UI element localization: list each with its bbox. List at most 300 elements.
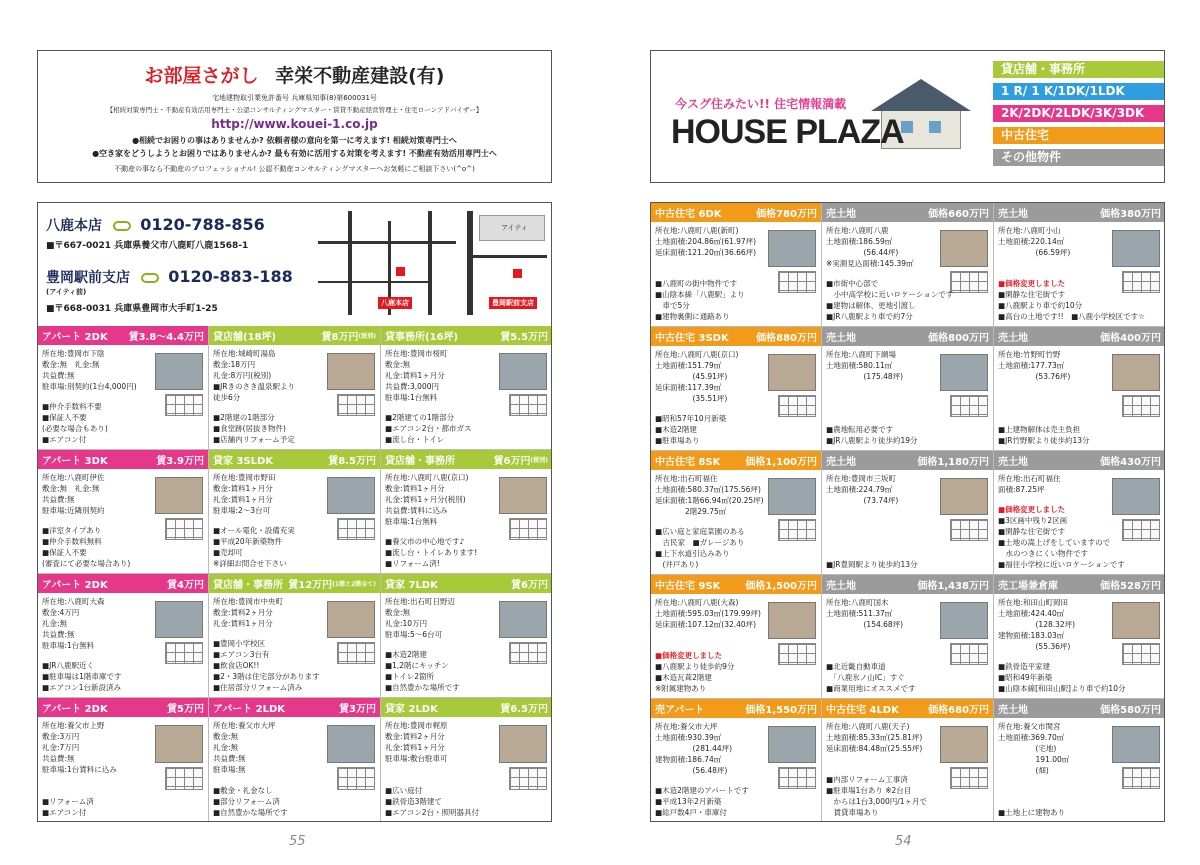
note-line: ■八鹿駅より徒歩約9分 (655, 662, 735, 671)
listing-price: 賃6.5万円 (500, 704, 548, 715)
info-line: 土地面積:85.33㎡(25.81坪) (826, 733, 923, 742)
property-photo (768, 478, 816, 515)
listing-price: 賃6万円 (511, 580, 548, 591)
note-line: ■3区画中残り2区画 (998, 516, 1068, 525)
info-line: 共益費:無 (213, 754, 246, 763)
category-tag[interactable]: 貸店舗・事務所 (993, 61, 1165, 78)
listing-body (822, 222, 993, 326)
listing-card[interactable] (38, 450, 209, 574)
map-pin-toyooka (513, 269, 522, 278)
listing-header (38, 450, 208, 469)
listing-card[interactable] (651, 203, 822, 327)
listing-header (209, 574, 380, 593)
info-line: 所在地:竹野町竹野 (998, 350, 1061, 359)
store2-name: 豊岡駅前支店 (46, 270, 130, 286)
note-line: 賃貸車場あり (826, 808, 879, 817)
note-line: ■エアコン3台有 (213, 650, 270, 659)
listing-header (38, 326, 208, 345)
listing-price: 価格1,100万円 (745, 457, 817, 468)
listing-price: 賃5.5万円 (500, 332, 548, 343)
note-line: ■閑静な住宅街です (998, 290, 1066, 299)
listing-card[interactable] (994, 203, 1165, 327)
info-line: 延床面積:1階66.94㎡(20.25坪) (655, 496, 764, 505)
listing-notes (213, 785, 376, 818)
listing-body (651, 222, 821, 326)
listing-price: 価格430万円 (1100, 457, 1161, 468)
info-line: 敷金:4万円 (42, 608, 80, 617)
listing-card[interactable] (651, 575, 822, 699)
listing-body (822, 594, 993, 698)
map-building-label: アイティ (501, 224, 528, 232)
property-photo (940, 478, 988, 515)
listing-price: 価格380万円 (1100, 209, 1161, 220)
info-line: 礼金:賃料1ヶ月分(税別) (385, 495, 466, 504)
note-line: ■建物裏側に通路あり (655, 312, 730, 321)
info-line: (175.48坪) (826, 372, 904, 381)
right-page (600, 0, 1200, 865)
note-line: ■エアコン2台・照明器具付 (385, 808, 479, 817)
note-line: ■鉄骨造平家建 (998, 662, 1051, 671)
ad-url[interactable]: http://www.kouei-1.co.jp (211, 117, 378, 131)
info-line: 所在地:出石町福住 (998, 474, 1061, 483)
info-line: 礼金:無 (42, 619, 68, 628)
note-line: ■価格変更しました (998, 505, 1066, 514)
note-line: ■内部リフォーム工事済 (826, 775, 908, 784)
listing-header (994, 451, 1165, 470)
note-line: ■土地の嵩上げをしていますので (998, 538, 1111, 547)
note-line: ■山陰本線「八鹿駅」より (655, 290, 745, 299)
info-line: (281.44坪) (655, 744, 733, 753)
info-line: 駐車場:1台賃料に込み (42, 765, 117, 774)
info-line: 延床面積:121.20㎡(36.66坪) (655, 248, 757, 257)
listing-card[interactable] (651, 699, 822, 822)
note-line: ■JR八鹿駅より徒歩約19分 (826, 436, 918, 445)
category-tag[interactable]: その他物件 (993, 149, 1165, 166)
info-line: 所在地:豊岡市中央町 (213, 597, 284, 606)
ad-line1: ●相続でお困りの事はありませんか? 依頼者様の意向を第一に考えます! 相続対策専門士へ (132, 136, 457, 145)
category-tag[interactable]: 2K/2DK/2LDK/3K/3DK (993, 105, 1165, 122)
note-line: ■平成20年新築物件 (213, 537, 283, 546)
property-photo (768, 726, 816, 763)
listing-type: アパート 2DK (42, 580, 108, 591)
listing-price-note: (税別) (358, 333, 376, 340)
listing-card[interactable] (651, 327, 822, 451)
property-photo (499, 725, 547, 763)
note-line: ■リフォーム済! (385, 559, 440, 568)
note-line: ■エアコン1台新設済み (42, 683, 121, 692)
info-line: 共益費:3,000円 (385, 382, 439, 391)
property-photo (155, 601, 203, 638)
listing-card[interactable] (822, 575, 994, 699)
listing-body (994, 222, 1165, 326)
note-line: ■エアコン付 (42, 808, 87, 817)
note-line: ■飲食店OK!! (213, 661, 260, 670)
info-line: 駐車場:敷台駐車可 (385, 754, 448, 763)
info-line: 土地面積:177.73㎡ (998, 361, 1065, 370)
info-line: 礼金:賃料1ヶ月分 (213, 495, 273, 504)
right-listing-grid (651, 203, 1165, 822)
listing-notes (826, 278, 989, 322)
note-line: ■流し台・トイレあります! (385, 548, 478, 557)
company-ad (37, 50, 552, 183)
info-line: 敷金:賃料1ヶ月分 (385, 484, 445, 493)
info-line: 所在地:八鹿町八鹿(京口) (385, 473, 469, 482)
info-line: 延床面積:107.12㎡(32.40坪) (655, 620, 757, 629)
note-line: ■1,2階にキッチン (385, 661, 449, 670)
listing-card[interactable] (38, 698, 209, 822)
listing-body (994, 470, 1165, 574)
store2-sub: (アイティ前) (46, 288, 87, 296)
listing-card[interactable] (822, 451, 994, 575)
listing-type: 売土地 (826, 581, 856, 592)
left-listing-grid (38, 326, 552, 822)
listing-card[interactable] (209, 450, 381, 574)
note-line: ■2階建の1階部分 (213, 413, 275, 422)
listing-card[interactable] (38, 574, 209, 698)
property-photo (155, 477, 203, 514)
listing-card[interactable] (994, 575, 1165, 699)
listing-card[interactable] (209, 574, 381, 698)
listing-type: 貸家 2LDK (385, 704, 438, 715)
category-tag[interactable]: 中古住宅 (993, 127, 1165, 144)
info-line: 土地面積:151.79㎡ (655, 361, 722, 370)
store1-tel[interactable]: 0120-788-856 (140, 215, 265, 234)
note-line: ■売却可 (213, 548, 243, 557)
info-line: 駐車場:別契約(1台4,000円) (42, 382, 137, 391)
ad-title-company: 幸栄不動産建設(有) (275, 65, 445, 87)
listing-type: 中古住宅 6DK (655, 209, 722, 220)
listing-header (651, 203, 821, 222)
property-photo (1112, 726, 1160, 763)
info-line: (畑) (998, 766, 1049, 775)
info-line: 土地面積:204.86㎡(61.97坪) (655, 237, 757, 246)
property-photo (327, 601, 375, 638)
property-photo (499, 477, 547, 514)
info-line: 共益費:無 (42, 371, 75, 380)
floor-plan (165, 767, 203, 790)
listing-card[interactable] (209, 326, 381, 450)
listing-price: 価格780万円 (756, 209, 817, 220)
info-line: 所在地:養父市大坪 (655, 722, 718, 731)
info-line: 所在地:八鹿町大森 (42, 597, 105, 606)
note-line: (必要な場合もあり) (42, 424, 108, 433)
note-line: ■八鹿駅より車で約10分 (998, 301, 1083, 310)
property-photo (940, 230, 988, 267)
property-photo (327, 477, 375, 514)
info-line: 延床面積:84.48㎡(25.55坪) (826, 744, 923, 753)
listing-card[interactable] (822, 203, 994, 327)
note-line: ■建物は解体、更地引渡し (826, 301, 916, 310)
note-line: ■木造2階建 (655, 425, 697, 434)
info-line: (154.68坪) (826, 620, 904, 629)
listing-body (38, 345, 208, 449)
note-line: からは1台3,000円/1ヶ月で (826, 797, 928, 806)
info-line: 敷金:賃料2ヶ月分 (385, 732, 445, 741)
listing-type: 中古住宅 9SK (655, 581, 721, 592)
listing-type: 売土地 (826, 333, 856, 344)
listing-card[interactable] (381, 450, 552, 574)
info-line: 所在地:養父市上野 (42, 721, 105, 730)
info-line: 土地面積:930.39㎡ (655, 733, 722, 742)
listing-body (209, 717, 380, 822)
info-line: 土地面積:511.37㎡ (826, 609, 893, 618)
info-line: 礼金:賃料1ヶ月分 (385, 743, 445, 752)
info-line: 礼金:賃料1ヶ月分 (213, 619, 273, 628)
listing-type: 貸事務所(16坪) (385, 332, 459, 343)
listing-price: 賃3.9万円 (156, 456, 204, 467)
note-line: ■総戸数4戸・車庫付 (655, 808, 727, 817)
listing-price: 価格1,500万円 (745, 581, 817, 592)
info-line: 土地面積:580.11㎡ (826, 361, 893, 370)
listing-header (381, 698, 552, 717)
note-line: ※附属建物あり (655, 684, 707, 693)
info-line: 所在地:豊岡市桜町 (385, 349, 448, 358)
note-line: ■2・3階は住宅部分があります (213, 672, 320, 681)
listing-card[interactable] (994, 451, 1165, 575)
info-line: 延床面積:117.39㎡ (655, 383, 722, 392)
listing-notes (42, 401, 204, 445)
info-line: 共益費:無 (42, 754, 75, 763)
listing-header (994, 575, 1165, 594)
info-line: 敷金:無 (213, 732, 239, 741)
listing-notes (213, 412, 376, 445)
info-line: 共益費:賃料に込み (385, 506, 448, 515)
listing-card[interactable] (822, 699, 994, 822)
info-line: 所在地:豊岡市下陰 (42, 349, 105, 358)
listing-header (994, 327, 1165, 346)
listing-price: 賃8万円 (321, 332, 359, 343)
listing-body (994, 718, 1165, 822)
note-line: ■自然豊かな場所です (385, 683, 460, 692)
info-line: 所在地:八鹿町八鹿(新町) (655, 226, 739, 235)
listing-header (994, 203, 1165, 222)
listing-notes (655, 785, 817, 818)
listing-card[interactable] (381, 574, 552, 698)
note-line: ■価格変更しました (998, 279, 1066, 288)
store2-addr: ■〒668-0031 兵庫県豊岡市大手町1-25 (46, 304, 218, 314)
note-line: ■北近畿自動車道 (826, 662, 886, 671)
listing-type: 貸家 3SLDK (213, 456, 274, 467)
floor-plan (950, 519, 988, 541)
store2-tel[interactable]: 0120-883-188 (168, 267, 293, 286)
listing-card[interactable] (822, 327, 994, 451)
listing-type: 貸店舗・事務所 (385, 456, 455, 467)
note-line: ■広い庭付 (385, 786, 423, 795)
info-line: 敷金:18万円 (213, 360, 256, 369)
listing-notes (998, 504, 1161, 570)
listing-notes (826, 424, 989, 446)
info-line: 徒歩6分 (213, 393, 241, 402)
listing-price: 賃3.8〜4.4万円 (128, 332, 204, 343)
note-line: ■洋室タイプあり (42, 526, 102, 535)
info-line: 敷金:無 (385, 360, 411, 369)
note-line: ■閑静な住宅街です (998, 527, 1066, 536)
listing-type: 売土地 (998, 705, 1028, 716)
info-line: 敷金:無 礼金:無 (42, 360, 100, 369)
note-line: ■上下水道引込みあり (655, 549, 730, 558)
listing-header (822, 575, 993, 594)
listing-price: 価格680万円 (928, 705, 989, 716)
note-line: ■部分リフォーム済 (213, 797, 280, 806)
phone-icon (113, 221, 131, 231)
note-line: ■敷金・礼金なし (213, 786, 273, 795)
listing-header (209, 326, 380, 345)
listing-type: 貸店舗・事務所 (213, 580, 283, 591)
note-line: ■JR八鹿駅近く (42, 661, 95, 670)
property-photo (768, 602, 816, 639)
info-line: (66.59坪) (998, 248, 1071, 257)
listing-type: 中古住宅 8SK (655, 457, 721, 468)
listing-price: 賃12万円 (288, 580, 333, 591)
listing-price: 賃4万円 (167, 580, 204, 591)
info-line: 礼金:無 (213, 743, 239, 752)
note-line: 車で5分 (655, 301, 690, 310)
info-line: 所在地:八鹿町八鹿(京口) (655, 350, 739, 359)
listing-notes (998, 661, 1161, 694)
page-number-left: 55 (289, 834, 306, 849)
info-line: (45.91坪) (655, 372, 728, 381)
listing-card[interactable] (651, 451, 822, 575)
property-photo (1112, 602, 1160, 639)
note-line: 「八鹿氷ノ山IC」すぐ (826, 673, 905, 682)
note-line: ■広い庭と家庭菜園のある (655, 527, 745, 536)
property-photo (499, 601, 547, 638)
info-line: 所在地:豊岡市梶原 (385, 721, 448, 730)
note-line: ■上建物解体は売主負担 (998, 425, 1081, 434)
info-line: (35.51坪) (655, 394, 728, 403)
listing-body (38, 469, 208, 573)
listing-type: 売土地 (826, 209, 856, 220)
category-tag[interactable]: 1 R/ 1 K/1DK/1LDK (993, 83, 1165, 100)
listing-header (381, 450, 552, 469)
ad-line2: ●空き家をどうしようとお困りではありませんか? 最も有効に活用する対策を考えます! 不動産有効活用専門士へ (92, 149, 497, 158)
floor-plan (1122, 767, 1160, 789)
listing-notes (655, 413, 817, 446)
listing-notes (998, 807, 1161, 818)
note-line: ■エアコン2台・都市ガス (385, 424, 472, 433)
listing-notes (385, 649, 548, 693)
note-line: ■駐車場1台あり ※2台目 (826, 786, 912, 795)
note-line: ■オール電化・設備充実 (213, 526, 295, 535)
property-photo (940, 602, 988, 639)
info-line: 土地面積:220.14㎡ (998, 237, 1065, 246)
note-line: ■鉄骨造3階建て (385, 797, 442, 806)
listing-header (381, 574, 552, 593)
note-line: ■昭和49年新築 (998, 673, 1053, 682)
listing-type: 中古住宅 4LDK (826, 705, 899, 716)
listing-body (651, 470, 821, 574)
note-line: ■JR竹野駅より徒歩約13分 (998, 436, 1090, 445)
listing-price: 価格1,180万円 (917, 457, 989, 468)
listing-body (822, 470, 993, 574)
listing-price: 価格800万円 (928, 333, 989, 344)
listing-card[interactable] (38, 326, 209, 450)
info-line: 駐車場:1台無料 (385, 517, 438, 526)
listing-card[interactable] (994, 699, 1165, 822)
listing-body (381, 469, 552, 573)
listing-notes (42, 660, 204, 693)
info-line: 所在地:八鹿町下網場 (826, 350, 897, 359)
info-line: 建物面積:186.74㎡ (655, 755, 722, 764)
listing-body (651, 346, 821, 450)
note-line: ■2階建ての1階部分 (385, 413, 455, 422)
listing-notes (42, 525, 204, 569)
listing-type: アパート 2DK (42, 704, 108, 715)
note-line: ■駐車場あり (655, 436, 700, 445)
info-line: (73.74坪) (826, 496, 899, 505)
listing-card[interactable] (381, 326, 552, 450)
property-photo (499, 353, 547, 390)
info-line: 土地面積:369.70㎡ (998, 733, 1065, 742)
listing-price: 価格1,550万円 (745, 705, 817, 716)
slogan: 今スグ住みたい!! 住宅情報満載 (675, 97, 847, 111)
floor-plan (1122, 395, 1160, 417)
listing-type: 売土地 (998, 333, 1028, 344)
listing-body (38, 593, 208, 697)
info-line: 礼金:7万円 (42, 743, 80, 752)
listing-card[interactable] (381, 698, 552, 822)
listing-price: 賃8.5万円 (328, 456, 376, 467)
info-line: 所在地:養父市関宮 (998, 722, 1061, 731)
listing-header (651, 451, 821, 470)
info-line: 敷金:無 礼金:無 (42, 484, 100, 493)
note-line: ■店舗内リフォーム予定 (213, 435, 295, 444)
info-line: (53.76坪) (998, 372, 1071, 381)
listing-price: 価格1,438万円 (917, 581, 989, 592)
listing-body (381, 717, 552, 822)
note-line: ■トイレ2箇所 (385, 672, 434, 681)
phone-icon (141, 273, 159, 283)
listing-header (651, 327, 821, 346)
ad-roles: 【相続対策専門士・不動産有効活用専門士・公認コンサルティングマスター・賃貸不動産経営管理士・住宅ローンアドバイザー】 (106, 106, 483, 114)
listing-card[interactable] (994, 327, 1165, 451)
info-line: (55.36坪) (998, 642, 1071, 651)
listing-notes (655, 278, 817, 322)
note-line: ■価格変更しました (655, 651, 723, 660)
store1-name: 八鹿本店 (46, 218, 102, 234)
info-line: 191.00㎡ (998, 755, 1070, 764)
info-line: 礼金:10万円 (385, 619, 428, 628)
info-line: 駐車場:近隣別契約 (42, 506, 105, 515)
ad-footer: 不動産の事なら不動産のプロフェッショナル! 公認不動産コンサルティングマスターへお気軽にご相談下さい(^o^) (114, 165, 475, 173)
property-photo (155, 353, 203, 390)
listing-body (381, 593, 552, 697)
listing-notes (826, 559, 989, 570)
note-line: ■木造2階建 (385, 650, 427, 659)
map-pin-hachika (396, 267, 405, 276)
note-line: ■木造2階建のアパートです (655, 786, 749, 795)
listing-header (651, 575, 821, 594)
category-tags (993, 61, 1165, 169)
ad-title-red: お部屋さがし (144, 65, 259, 87)
listing-header (381, 326, 552, 345)
info-line: 土地面積:186.59㎡ (826, 237, 893, 246)
listing-price-note: (税別) (530, 457, 548, 464)
listing-header (38, 698, 208, 717)
map-label-toyooka: 豊岡駅前支店 (489, 297, 537, 309)
note-line: (井戸あり) (655, 560, 699, 569)
listing-notes (385, 412, 548, 445)
info-line: 駐車場:5〜6台可 (385, 630, 443, 639)
note-line: ■エアコン付 (42, 435, 87, 444)
info-line: (宅地) (998, 744, 1057, 753)
note-line: ■仲介手数料不要 (42, 402, 102, 411)
right-listings-frame (650, 202, 1165, 822)
note-line: ■豊岡小学校区 (213, 639, 266, 648)
listing-price: 価格580万円 (1100, 705, 1161, 716)
listing-card[interactable] (209, 698, 381, 822)
listing-price: 賃5万円 (167, 704, 204, 715)
